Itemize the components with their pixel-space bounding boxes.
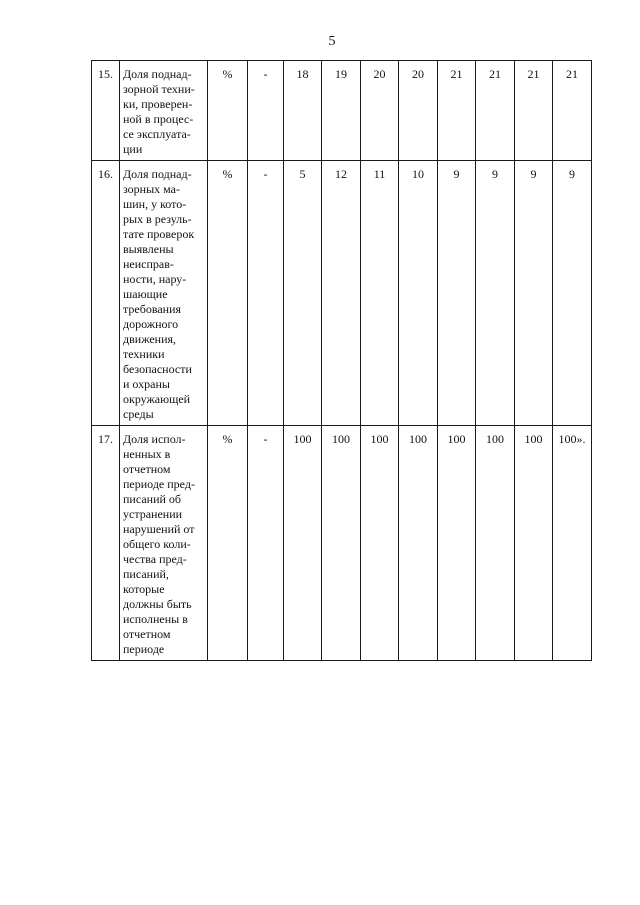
indicator-name-line: ки, проверен- [123,97,193,111]
value-cell: 11 [361,161,399,426]
page-number: 5 [328,34,336,49]
row-number: 16. [92,161,120,426]
indicator-name [120,61,208,161]
table-row [92,426,592,661]
indicator-name-line: писаний об [123,492,182,506]
indicator-name-line: се эксплуата- [123,127,191,141]
indicator-name-line: Доля поднад- [123,67,192,81]
indicator-name-line: периоде [123,642,165,656]
table-row [92,61,592,161]
indicator-name-line: среды [123,407,154,421]
indicator-name-line: Доля испол- [123,432,186,446]
indicator-name-line: тате проверок [123,227,195,241]
unit-cell: % [208,61,248,161]
value-cell: 100». [553,426,592,661]
indicator-name-line: ности, нару- [123,272,187,286]
indicator-name-line: выявлены [123,242,174,256]
indicator-name-line: зорных ма- [123,182,180,196]
indicator-name-line: отчетном [123,627,171,641]
value-cell: 9 [438,161,476,426]
value-cell: 100 [284,426,322,661]
value-cell: 19 [322,61,361,161]
value-cell: 100 [361,426,399,661]
indicator-name-line: дорожного [123,317,179,331]
indicator-name-line: Доля поднад- [123,167,192,181]
indicator-name-line: должны быть [123,597,192,611]
indicator-name-line: писаний, [123,567,169,581]
indicator-name-line: отчетном [123,462,171,476]
value-cell: 21 [553,61,592,161]
indicator-name-line: устранении [123,507,183,521]
value-cell: 9 [476,161,515,426]
indicator-name-line: шающие [123,287,168,301]
value-cell: 12 [322,161,361,426]
value-cell: 100 [476,426,515,661]
indicator-name [120,161,208,426]
indicator-name-line: и охраны [123,377,170,391]
indicator-name-line: общего коли- [123,537,191,551]
indicator-name-line: которые [123,582,165,596]
indicator-name-line: периоде пред- [123,477,195,491]
indicator-name-line: окружающей [123,392,191,406]
indicator-name-line: рых в резуль- [123,212,192,226]
value-cell: 21 [515,61,553,161]
indicator-name-line: ции [123,142,143,156]
indicator-name-line: чества пред- [123,552,187,566]
value-cell: 100 [438,426,476,661]
value-cell: 21 [476,61,515,161]
value-cell: 100 [515,426,553,661]
indicator-name-line: требования [123,302,182,316]
row-number: 17. [92,426,120,661]
value-cell: 10 [399,161,438,426]
indicator-name-line: техники [123,347,165,361]
base-value-cell: - [248,61,284,161]
indicator-name-line: исполнены в [123,612,188,626]
indicator-name-line: зорной техни- [123,82,195,96]
indicator-name-line: движения, [123,332,177,346]
value-cell: 21 [438,61,476,161]
value-cell: 5 [284,161,322,426]
indicator-name-line: безопасности [123,362,192,376]
base-value-cell: - [248,161,284,426]
value-cell: 20 [399,61,438,161]
unit-cell: % [208,161,248,426]
indicator-name-line: нарушений от [123,522,195,536]
indicator-name-line: ненных в [123,447,171,461]
indicator-name [120,426,208,661]
value-cell: 20 [361,61,399,161]
value-cell: 100 [399,426,438,661]
value-cell: 100 [322,426,361,661]
indicator-name-line: ной в процес- [123,112,194,126]
value-cell: 18 [284,61,322,161]
indicator-name-line: неисправ- [123,257,174,271]
value-cell: 9 [553,161,592,426]
row-number: 15. [92,61,120,161]
unit-cell: % [208,426,248,661]
indicator-name-line: шин, у кото- [123,197,187,211]
value-cell: 9 [515,161,553,426]
base-value-cell: - [248,426,284,661]
indicators-table [91,60,592,661]
table-row [92,161,592,426]
